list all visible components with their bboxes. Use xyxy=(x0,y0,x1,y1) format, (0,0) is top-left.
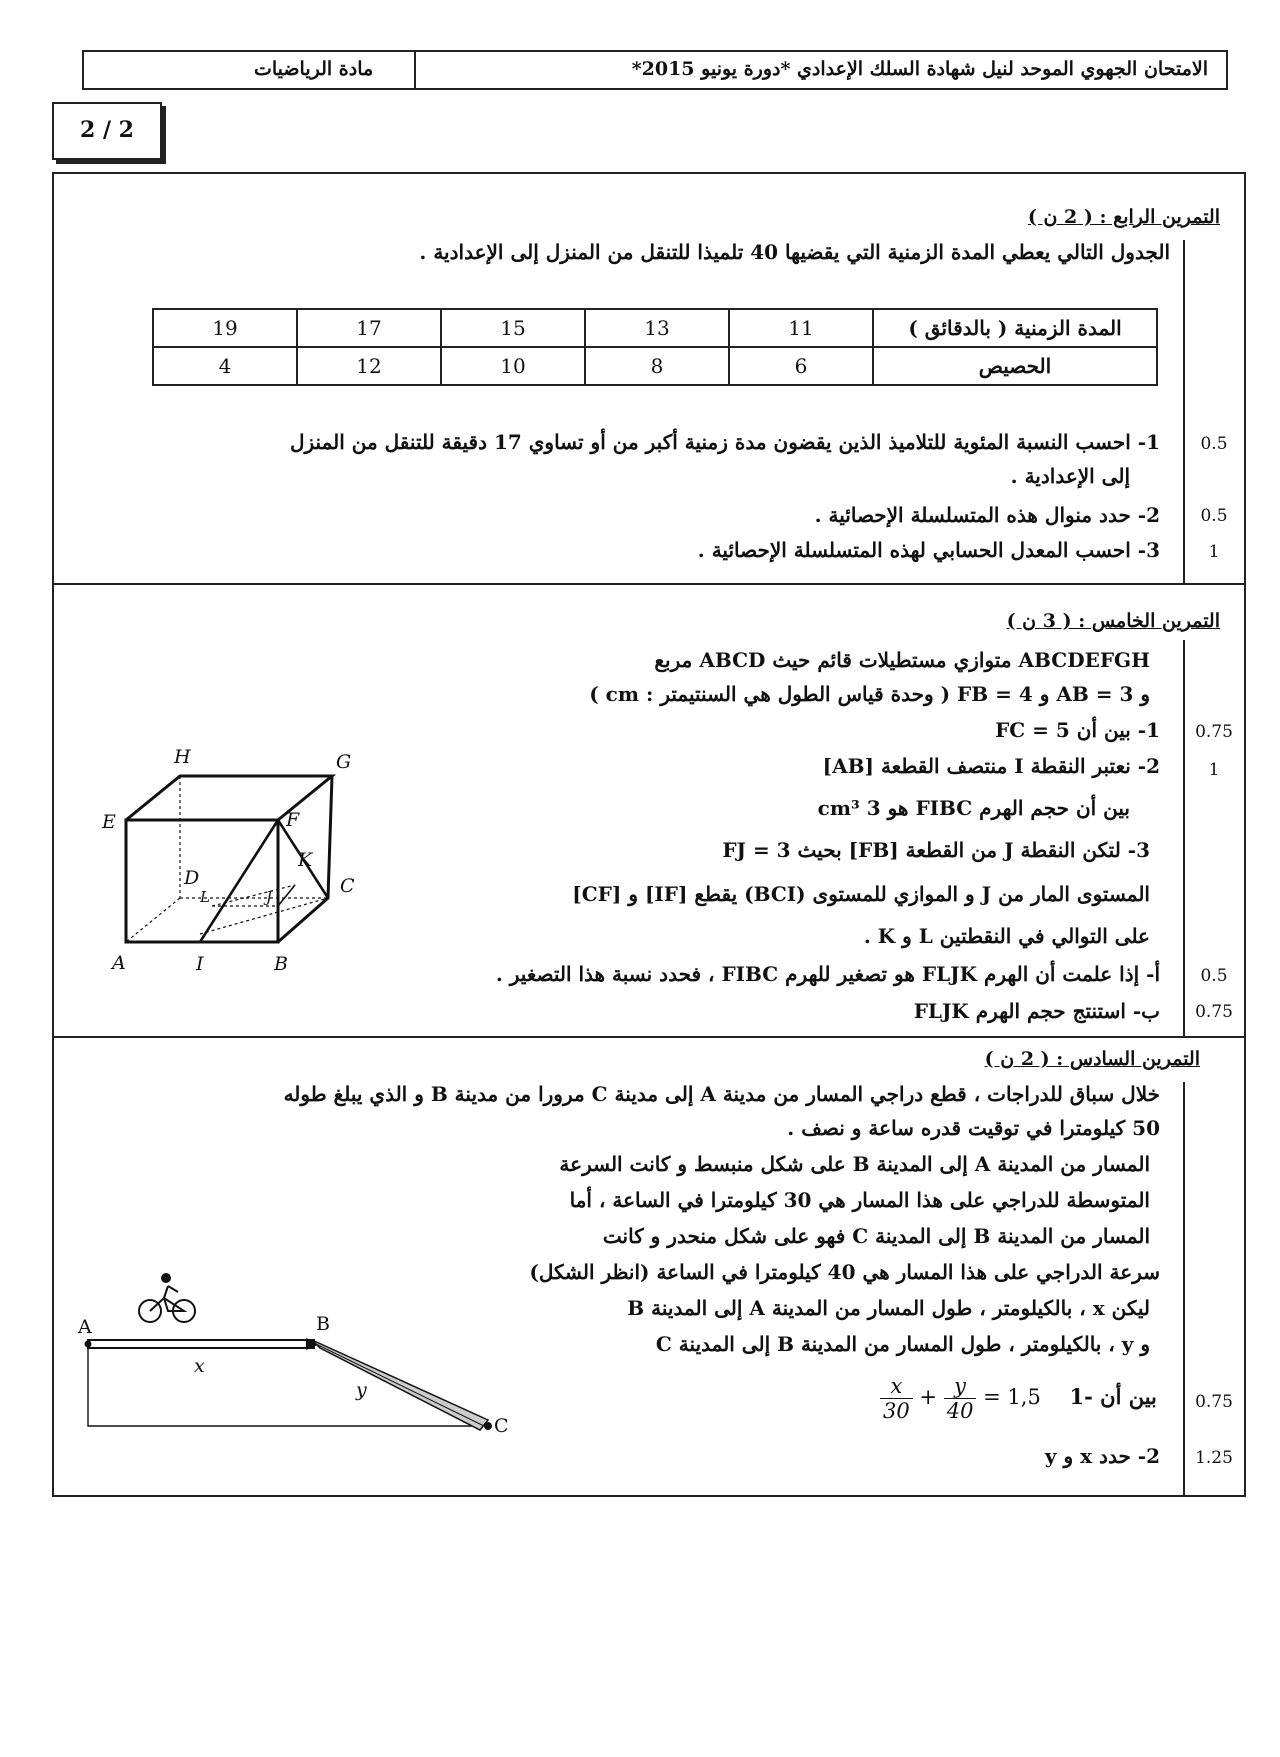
pyramid-edge-fi xyxy=(200,820,278,942)
points-column-line-ex6 xyxy=(1183,1082,1185,1497)
label-k: K xyxy=(298,849,313,871)
ex4-title: التمرين الرابع : ( 2 ن ) xyxy=(1027,206,1220,228)
ex6-line4: المتوسطة للدراجي على هذا المسار هي 30 كيلومترا في الساعة ، أما xyxy=(569,1188,1150,1212)
ex5-points-q3b: 0.75 xyxy=(1195,1002,1233,1022)
ex4-q1-line1: 1- احسب النسبة المئوية للتلاميذ الذين يقضون مدة زمنية أكبر من أو تساوي 17 دقيقة للتنقل من المنزل xyxy=(289,430,1160,454)
fraction-numerator: x xyxy=(880,1374,913,1399)
equation-rhs: = 1,5 xyxy=(983,1385,1041,1409)
label-j: J xyxy=(266,888,273,906)
ex4-points-q2: 0.5 xyxy=(1200,506,1228,526)
label-i: I xyxy=(196,953,204,975)
points-column-line-ex4 xyxy=(1183,240,1185,583)
header-divider xyxy=(414,52,416,88)
ex4-q3: 3- احسب المعدل الحسابي لهذه المتسلسلة الإحصائية . xyxy=(697,538,1160,562)
ex5-q3a: أ- إذا علمت أن الهرم FLJK هو تصغير للهرم FIBC ، فحدد نسبة هذا التصغير . xyxy=(495,962,1160,986)
ex6-q1: $\frac{x}{30}$ + $\frac{y}{40}$ = 1,5 1- بين أن xyxy=(880,1374,1180,1434)
table-cell: 10 xyxy=(441,347,585,385)
cycling-route-figure xyxy=(70,1268,530,1448)
label-city-b: B xyxy=(316,1313,330,1335)
table-cell: 13 xyxy=(585,309,729,347)
hidden-edge-da xyxy=(126,898,180,942)
label-d: D xyxy=(184,867,200,889)
ex6-q2: 2- حدد x و y xyxy=(1044,1444,1160,1468)
ex5-points-q1: 0.75 xyxy=(1195,722,1233,742)
ex4-q1-line2: إلى الإعدادية . xyxy=(1010,464,1130,488)
table-cell: 8 xyxy=(585,347,729,385)
ex6-q1-label: 1- بين أن xyxy=(1069,1384,1157,1409)
table-cell: 4 xyxy=(153,347,297,385)
ex4-frequency-table xyxy=(152,308,1158,386)
label-e: E xyxy=(102,811,116,833)
ex6-line3: المسار من المدينة A إلى المدينة B على شكل منبسط و كانت السرعة xyxy=(559,1152,1150,1176)
table-cell: 11 xyxy=(729,309,873,347)
ex6-line1: خلال سباق للدراجات ، قطع دراجي المسار من مدينة A إلى مدينة C مرورا من مدينة B و الذي يبلغ طوله xyxy=(283,1082,1160,1106)
ex5-points-q2: 1 xyxy=(1208,760,1220,780)
ex6-line6: سرعة الدراجي على هذا المسار هي 40 كيلومترا في الساعة (انظر الشكل) xyxy=(529,1260,1160,1284)
label-g: G xyxy=(336,751,352,773)
label-l: L xyxy=(200,888,210,906)
table-row-durations xyxy=(153,309,1157,347)
table-cell: 19 xyxy=(153,309,297,347)
fraction-denominator: 30 xyxy=(883,1399,910,1423)
subject-label: مادة الرياضيات xyxy=(254,58,374,80)
ex6-line8: و y ، بالكيلومتر ، طول المسار من المدينة B إلى المدينة C xyxy=(655,1332,1150,1356)
table-cell: 12 xyxy=(297,347,441,385)
label-c: C xyxy=(340,875,355,897)
ex6-points-q1: 0.75 xyxy=(1195,1392,1233,1412)
exam-title: الامتحان الجهوي الموحد لنيل شهادة السلك الإعدادي *دورة يونيو 2015* xyxy=(631,58,1208,80)
ex5-q2: 2- نعتبر النقطة I منتصف القطعة [AB] xyxy=(822,754,1160,778)
table-cell: 15 xyxy=(441,309,585,347)
cyclist-icon xyxy=(139,1274,195,1322)
edge-kj xyxy=(278,885,295,906)
label-b: B xyxy=(274,953,288,975)
ex5-q3-line2: المستوى المار من J و الموازي للمستوى (BCI) يقطع [IF] و [CF] xyxy=(572,882,1150,906)
table-header-duration: المدة الزمنية ( بالدقائق ) xyxy=(873,309,1157,347)
ex5-line2: و AB = 3 و FB = 4 ( وحدة قياس الطول هي السنتيمتر : cm ) xyxy=(589,682,1150,706)
ex5-q3: 3- لتكن النقطة J من القطعة [FB] بحيث FJ = 3 xyxy=(722,838,1150,862)
label-city-a: A xyxy=(78,1316,92,1338)
label-y: y xyxy=(356,1379,367,1401)
ex6-points-q2: 1.25 xyxy=(1195,1448,1233,1468)
top-face xyxy=(126,776,332,820)
separator-ex5-ex6 xyxy=(52,1036,1246,1038)
label-city-c: C xyxy=(494,1415,509,1437)
table-header-count: الحصيص xyxy=(873,347,1157,385)
ex4-points-q1: 0.5 xyxy=(1200,434,1228,454)
ex6-title: التمرين السادس : ( 2 ن ) xyxy=(984,1048,1200,1070)
cuboid-figure xyxy=(100,680,380,980)
route-outline xyxy=(88,1346,480,1426)
ex4-points-q3: 1 xyxy=(1208,542,1220,562)
ex5-title: التمرين الخامس : ( 3 ن ) xyxy=(1006,610,1220,632)
ex5-q1: 1- بين أن FC = 5 xyxy=(995,718,1160,742)
ex6-line2: 50 كيلومترا في توقيت قدره ساعة و نصف . xyxy=(787,1116,1160,1140)
ex5-q3b: ب- استنتج حجم الهرم FLJK xyxy=(913,999,1160,1023)
front-face xyxy=(126,820,278,942)
point-a xyxy=(85,1341,92,1348)
ex5-line1: ABCDEFGH متوازي مستطيلات قائم حيث ABCD مربع xyxy=(654,648,1150,672)
fraction-denominator: 40 xyxy=(946,1399,974,1423)
fraction-numerator: y xyxy=(944,1374,977,1399)
ex4-intro: الجدول التالي يعطي المدة الزمنية التي يقضيها 40 تلميذا للتنقل من المنزل إلى الإعدادية . xyxy=(419,240,1170,264)
label-f: F xyxy=(286,809,300,831)
fraction-y-40 xyxy=(944,1374,977,1423)
ex5-q2-sub: بين أن حجم الهرم FIBC هو 3 cm³ xyxy=(817,796,1130,820)
flat-road-ab xyxy=(88,1340,314,1348)
exam-header xyxy=(82,50,1228,90)
ex6-line7: ليكن x ، بالكيلومتر ، طول المسار من المدينة A إلى المدينة B xyxy=(627,1296,1150,1320)
table-cell: 6 xyxy=(729,347,873,385)
label-h: H xyxy=(174,746,191,768)
ex4-q2: 2- حدد منوال هذه المتسلسلة الإحصائية . xyxy=(814,503,1160,527)
label-x: x xyxy=(194,1355,205,1377)
point-c xyxy=(484,1422,492,1430)
slope-hatch xyxy=(316,1344,484,1426)
ex5-points-q3a: 0.5 xyxy=(1200,966,1228,986)
fraction-x-30 xyxy=(880,1374,913,1423)
ex5-q3-line3: على التوالي في النقطتين L و K . xyxy=(863,924,1150,948)
table-row-counts xyxy=(153,347,1157,385)
ex6-line5: المسار من المدينة B إلى المدينة C فهو على شكل منحدر و كانت xyxy=(602,1224,1150,1248)
table-cell: 17 xyxy=(297,309,441,347)
separator-ex4-ex5 xyxy=(52,583,1246,585)
label-a: A xyxy=(112,952,126,974)
page-number: 2 / 2 xyxy=(52,102,162,160)
